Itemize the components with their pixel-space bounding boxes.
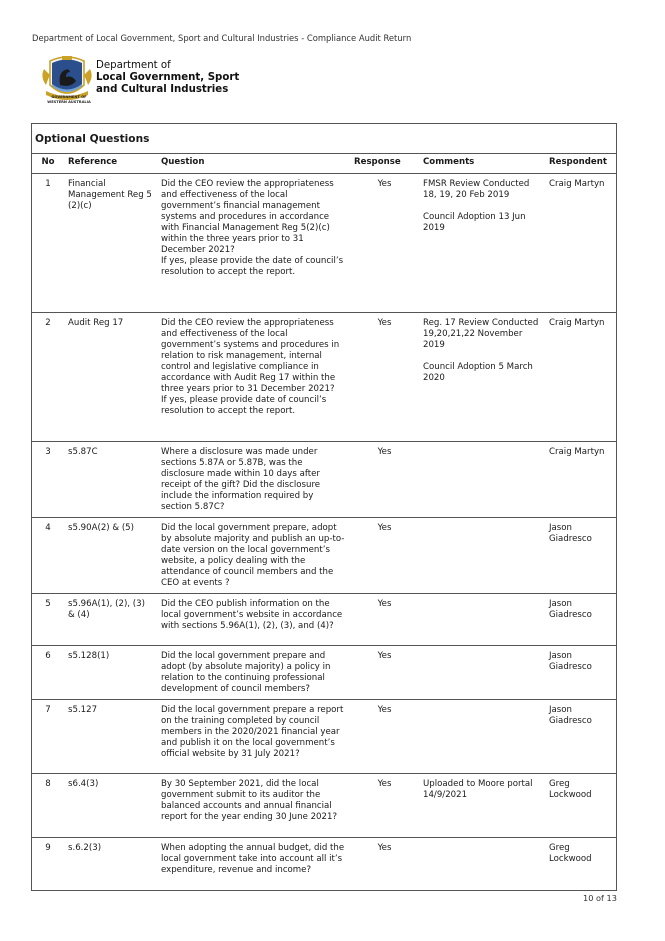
section-title: Optional Questions: [32, 124, 616, 154]
row-question: [157, 442, 350, 518]
question-line: Did the local government prepare a report on the training completed by council members in the 2020/2021 financial year and publish it on the local government’s official website by 31 July 2021?: [161, 705, 344, 759]
row-reference: s5.128(1): [64, 646, 157, 700]
dept-name-line1: Department of: [96, 60, 171, 71]
row-question: [157, 313, 350, 442]
row-response: Yes: [377, 843, 392, 853]
row-response: Yes: [350, 700, 419, 774]
question-line: If yes, please provide the date of council’s resolution to accept the report.: [161, 256, 344, 277]
comment-paragraph: Reg. 17 Review Conducted 19,20,21,22 November 2019: [423, 318, 539, 350]
row-respondent: Jason Giadresco: [545, 700, 616, 774]
row-comments: [419, 174, 545, 313]
running-header: Department of Local Government, Sport and Cultural Industries - Compliance Audit Return: [32, 33, 412, 43]
row-comments: [419, 646, 545, 700]
table-row: [32, 838, 616, 890]
comment-paragraph: Council Adoption 5 March 2020: [423, 362, 533, 383]
row-response: Yes: [350, 442, 419, 518]
row-reference: s5.87C: [64, 442, 157, 518]
row-question: [157, 838, 350, 890]
row-number: 2: [32, 313, 64, 442]
header-row: [32, 154, 616, 174]
question-line: When adopting the annual budget, did the local government take into account all it’s expenditure, revenue and income?: [161, 843, 345, 875]
question-line: Did the local government prepare and adopt (by absolute majority) a policy in relation to the continuing professional development of council members?: [161, 651, 331, 694]
row-reference: Financial Management Reg 5 (2)(c): [64, 174, 157, 313]
row-number: 4: [32, 518, 64, 594]
comment-paragraph: FMSR Review Conducted 18, 19, 20 Feb 2019: [423, 179, 530, 200]
col-header-comments: Comments: [419, 154, 545, 174]
row-reference: Audit Reg 17: [64, 313, 157, 442]
question-line: Did the local government prepare, adopt by absolute majority and publish an up-to-date version on the local government’s website, a policy dealing with the attendance of council members and the CEO at events ?: [161, 523, 345, 588]
department-name: [96, 60, 239, 96]
question-line: Did the CEO publish information on the local government’s website in accordance with sections 5.96A(1), (2), (3), and (4)?: [161, 599, 343, 631]
row-question: [157, 646, 350, 700]
questions-grid: [32, 154, 616, 890]
col-header-response: Response: [350, 154, 419, 174]
table-row: [32, 646, 616, 700]
optional-questions-table: [31, 123, 617, 891]
comment-paragraph: Council Adoption 13 Jun 2019: [423, 212, 526, 233]
question-line: Where a disclosure was made under sections 5.87A or 5.87B, was the disclosure made within 10 days after receipt of the gift? Did the disclosure include the information required by section 5.87C?: [161, 447, 321, 512]
row-comments: [419, 774, 545, 838]
row-respondent: Greg Lockwood: [545, 774, 616, 838]
row-number: 9: [45, 843, 51, 853]
row-comments: [419, 313, 545, 442]
row-question: [157, 594, 350, 646]
row-reference: s5.96A(1), (2), (3) & (4): [64, 594, 157, 646]
row-comments: [419, 838, 545, 890]
row-reference: s5.127: [64, 700, 157, 774]
table-row: [32, 518, 616, 594]
row-comments: [419, 518, 545, 594]
row-comments: [419, 594, 545, 646]
row-question: [157, 518, 350, 594]
row-respondent: Craig Martyn: [545, 442, 616, 518]
table-row: [32, 442, 616, 518]
dept-name-line2: Local Government, Sport: [96, 72, 240, 83]
dept-name-line3: and Cultural Industries: [96, 84, 229, 95]
row-question: [157, 700, 350, 774]
row-number: 1: [32, 174, 64, 313]
row-response: Yes: [350, 646, 419, 700]
row-reference: s.6.2(3): [68, 843, 102, 853]
row-respondent: Craig Martyn: [545, 174, 616, 313]
table-row: [32, 313, 616, 442]
row-reference: s5.90A(2) & (5): [64, 518, 157, 594]
table-row: [32, 174, 616, 313]
row-number: 5: [32, 594, 64, 646]
question-line: Did the CEO review the appropriateness and effectiveness of the local government’s systems and procedures in relation to risk management, internal control and legislative compliance in accordance with Audit Reg 17 within the three years prior to 31 December 2021?: [161, 318, 340, 394]
question-line: Did the CEO review the appropriateness and effectiveness of the local government’s financial management systems and procedures in accordance with Financial Management Reg 5(2)(c) within the three years prior to 31 December 2021?: [161, 179, 334, 255]
col-header-no: No: [32, 154, 64, 174]
row-response: Yes: [350, 174, 419, 313]
row-respondent: Greg Lockwood: [549, 843, 592, 864]
question-line: If yes, please provide date of council’s resolution to accept the report.: [161, 395, 327, 416]
row-comments: [419, 700, 545, 774]
crest-caption-line2: WESTERN AUSTRALIA: [47, 100, 91, 104]
row-response: Yes: [350, 594, 419, 646]
row-response: Yes: [350, 518, 419, 594]
question-line: By 30 September 2021, did the local government submit to its auditor the balanced accounts and annual financial report for the year ending 30 June 2021?: [161, 779, 338, 822]
row-comments: [419, 442, 545, 518]
crest-caption-line1: GOVERNMENT OF: [51, 95, 87, 99]
row-respondent: Jason Giadresco: [545, 646, 616, 700]
col-header-respondent: Respondent: [545, 154, 616, 174]
table-row: [32, 700, 616, 774]
row-response: Yes: [350, 774, 419, 838]
row-number: 3: [32, 442, 64, 518]
table-row: [32, 774, 616, 838]
row-response: Yes: [350, 313, 419, 442]
row-question: [157, 174, 350, 313]
col-header-question: Question: [157, 154, 350, 174]
table-row: [32, 594, 616, 646]
row-respondent: Craig Martyn: [545, 313, 616, 442]
row-number: 8: [32, 774, 64, 838]
row-reference: s6.4(3): [64, 774, 157, 838]
col-header-reference: Reference: [64, 154, 157, 174]
row-number: 7: [32, 700, 64, 774]
row-number: 6: [32, 646, 64, 700]
row-question: [157, 774, 350, 838]
row-respondent: Jason Giadresco: [545, 594, 616, 646]
crest-caption: [34, 95, 104, 105]
row-respondent: Jason Giadresco: [545, 518, 616, 594]
comment-paragraph: Uploaded to Moore portal 14/9/2021: [423, 779, 533, 800]
page-number: 10 of 13: [583, 893, 617, 903]
